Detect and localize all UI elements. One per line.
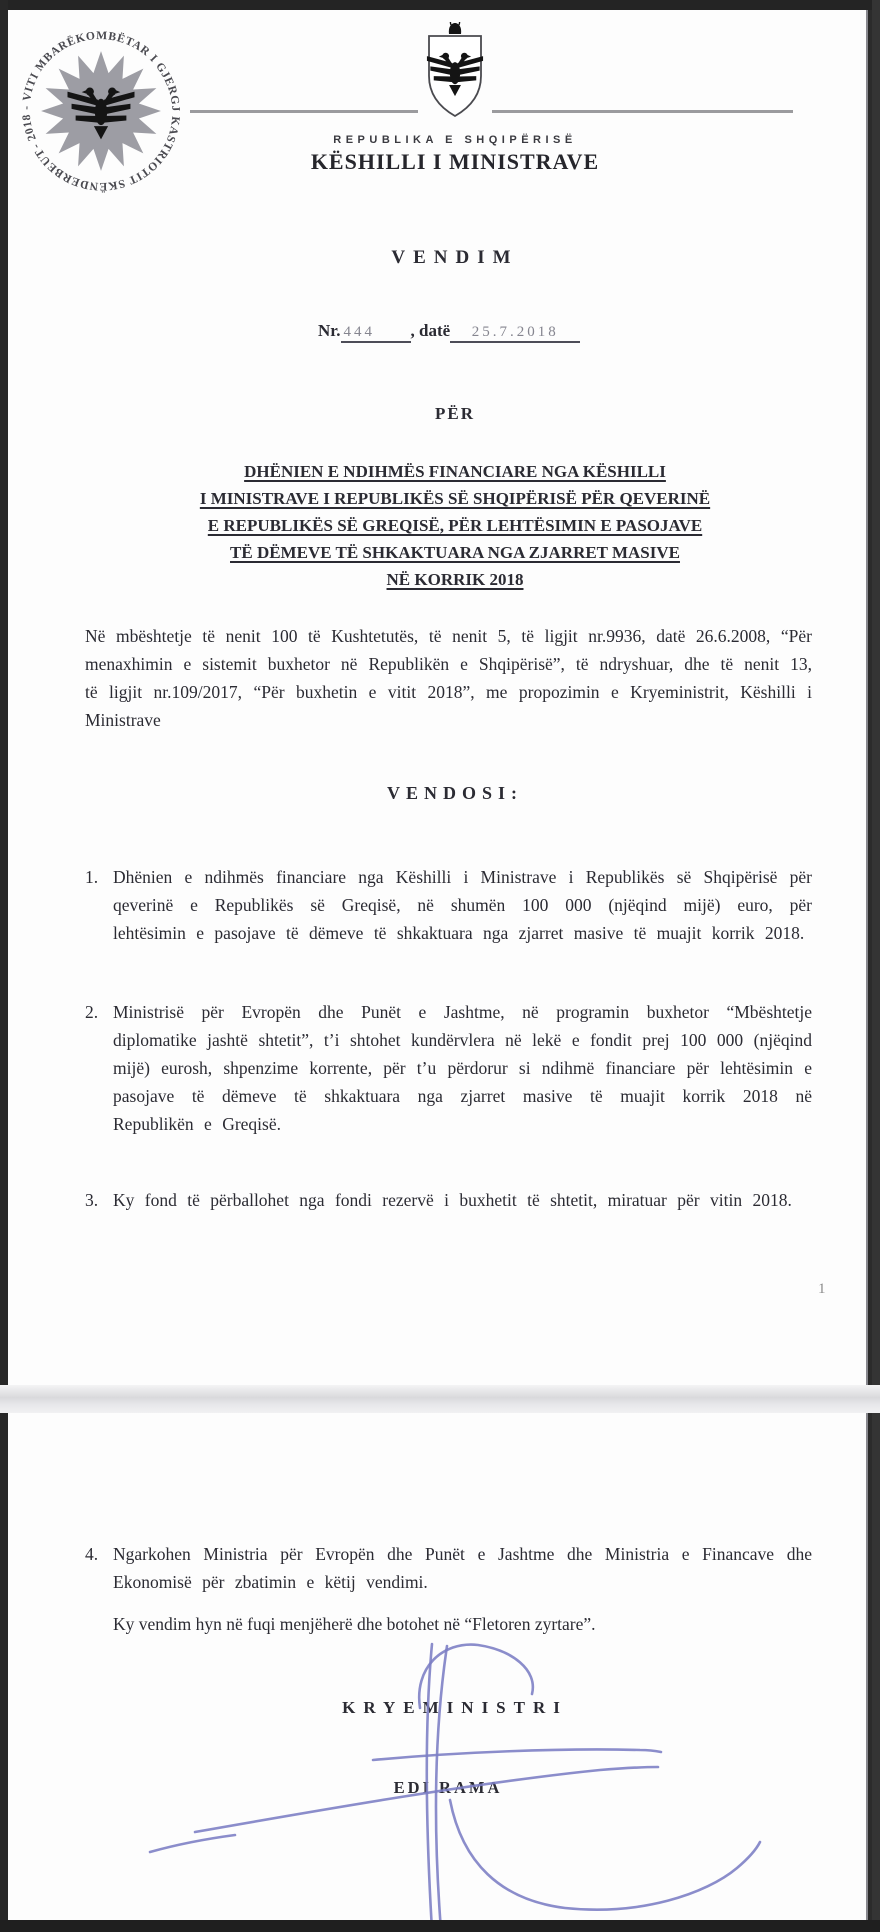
item-number: 4. bbox=[85, 1544, 99, 1564]
scan-edge-left bbox=[0, 0, 8, 1932]
page-edge-line bbox=[866, 10, 868, 1920]
decision-item-3 bbox=[85, 1186, 812, 1214]
title-line: I MINISTRAVE I REPUBLIKËS SË SHQIPËRISË PËR QEVERINË bbox=[199, 489, 711, 508]
title-line: NË KORRIK 2018 bbox=[386, 570, 524, 589]
doc-type-heading: VENDIM bbox=[391, 247, 519, 268]
signer-title: KRYEMINISTRI bbox=[342, 1698, 568, 1717]
date-label: , datë bbox=[410, 321, 451, 340]
council-name: KËSHILLI I MINISTRAVE bbox=[310, 149, 600, 174]
coat-of-arms bbox=[413, 22, 497, 130]
per-heading: PËR bbox=[435, 404, 475, 423]
decides-heading: VENDOSI: bbox=[386, 783, 523, 803]
closing-paragraph: Ky vendim hyn në fuqi menjëherë dhe botohet në “Fletoren zyrtare”. bbox=[113, 1614, 596, 1634]
decision-number-line bbox=[318, 321, 580, 343]
item-text: Ministrisë për Evropën dhe Punët e Jashtme, në programin buxhetor “Mbështetje diplomatike jashtë shtetit”, t’i shtohet kundërvlera në lekë e fondit prej 100 000 (njëqind mijë) eurosh, shpenzime korrente, për t’u përdorur si ndihmë financiare për lehtësimin e pasojave të dëmeve të shkaktuara nga zjarret masive të muajit korrik 2018 në Republikën e Greqisë. bbox=[113, 1002, 812, 1134]
decision-item-4 bbox=[85, 1540, 812, 1596]
scan-edge-right bbox=[872, 0, 880, 1932]
header-rule-right bbox=[492, 110, 793, 113]
page-gap bbox=[0, 1385, 880, 1413]
title-line: E REPUBLIKËS SË GREQISË, PËR LEHTËSIMIN E PASOJAVE bbox=[207, 516, 703, 535]
scan-edge-top bbox=[0, 0, 880, 10]
item-text: Ky fond të përballohet nga fondi rezervë i buxhetit të shtetit, miratuar për vitin 2018. bbox=[113, 1190, 792, 1210]
page-number: 1 bbox=[818, 1281, 826, 1297]
item-number: 1. bbox=[85, 867, 99, 887]
decision-item-2 bbox=[85, 998, 812, 1138]
decision-title bbox=[30, 458, 880, 593]
title-line: DHËNIEN E NDIHMËS FINANCIARE NGA KËSHILLI bbox=[244, 462, 666, 481]
number-value: 444 bbox=[341, 324, 411, 343]
header-rule-left bbox=[190, 110, 418, 113]
decision-item-1 bbox=[85, 863, 812, 947]
item-text: Ngarkohen Ministria për Evropën dhe Punët e Jashtme dhe Ministria e Financave dhe Ekonomisë për zbatimin e këtij vendimi. bbox=[113, 1544, 812, 1592]
item-number: 3. bbox=[85, 1190, 99, 1210]
republic-name: REPUBLIKA E SHQIPËRISË bbox=[333, 134, 577, 146]
date-value: 25.7.2018 bbox=[450, 324, 580, 343]
page-2 bbox=[8, 1413, 866, 1920]
seal-ring-text: - 2018 - VITI MBARËKOMBËTAR I GJERGJ KASTRIOTIT SKËNDERBEUT bbox=[19, 28, 183, 193]
item-text: Dhënien e ndihmës financiare nga Këshilli i Ministrave i Republikës së Shqipërisë për qeverinë e Republikës së Greqisë, në shumën 100 000 (njëqind mijë) euro, për lehtësimin e pasojave të dëmeve të shkaktuara nga zjarret masive të muajit korrik 2018. bbox=[113, 867, 812, 943]
signer-name: EDI RAMA bbox=[393, 1778, 503, 1797]
preamble: Në mbështetje të nenit 100 të Kushtetutës, të nenit 5, të ligjit nr.9936, datë 26.6.2008, “Për menaxhimin e sistemit buxhetor në Republikën e Shqipërisë”, të ndryshuar, dhe të nenit 13, të ligjit nr.109/2017, “Për buxhetin e vitit 2018”, me propozimin e Kryeministrit, Këshilli i Ministrave bbox=[85, 626, 812, 730]
item-number: 2. bbox=[85, 1002, 99, 1022]
title-line: TË DËMEVE TË SHKAKTUARA NGA ZJARRET MASIVE bbox=[230, 543, 680, 562]
number-label: Nr. bbox=[318, 321, 341, 340]
scan-edge-bottom bbox=[0, 1920, 880, 1932]
